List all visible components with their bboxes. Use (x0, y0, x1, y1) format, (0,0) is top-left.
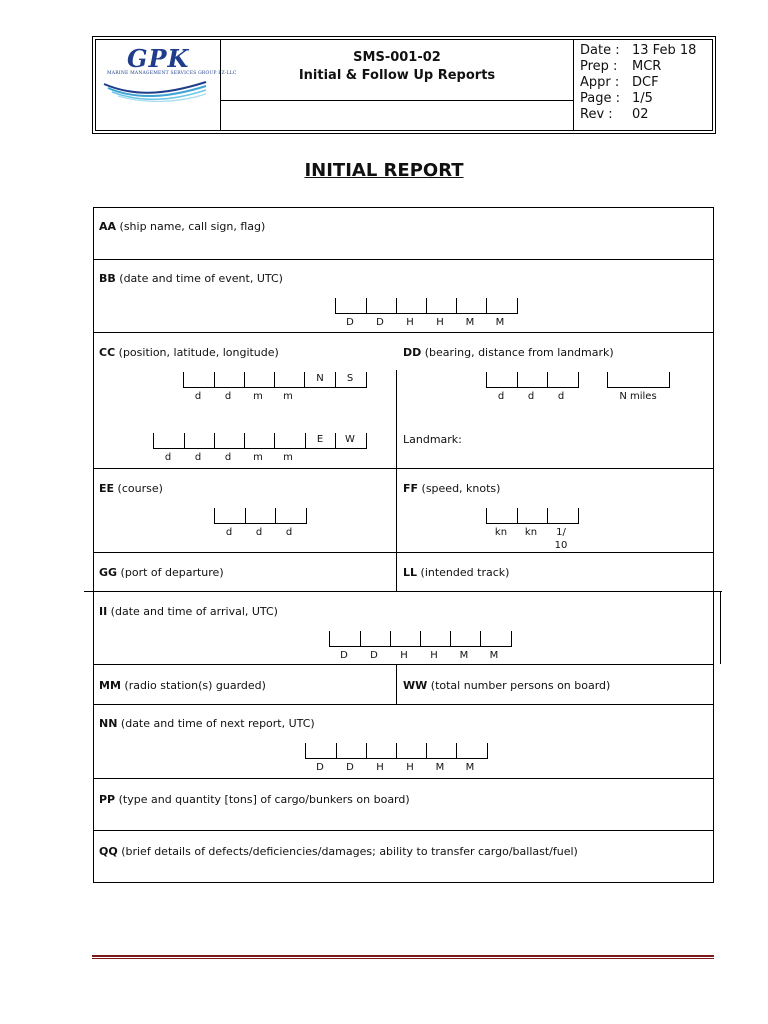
ee-cap: d (255, 527, 263, 538)
meta-date: Date : 13 Feb 18 (580, 43, 697, 58)
field-bb-label: BB (date and time of event, UTC) (99, 272, 283, 285)
row-divider (93, 830, 714, 831)
ee-cap: d (225, 527, 233, 538)
cc-lat-cap: d (224, 391, 232, 402)
ii-cap: M (459, 650, 469, 661)
cc-lat-cap: m (253, 391, 263, 402)
field-gg-label: GG (port of departure) (99, 566, 224, 579)
footer-rule (92, 955, 714, 957)
field-ww-label: WW (total number persons on board) (403, 679, 611, 692)
ee-cap: d (285, 527, 293, 538)
nn-cap: H (376, 762, 384, 773)
form-border (93, 207, 714, 208)
bb-cap: D (376, 317, 384, 328)
nn-cap: D (346, 762, 354, 773)
meta-appr: Appr : DCF (580, 75, 659, 90)
form-border (93, 207, 94, 592)
cc-lat-cap: m (283, 391, 293, 402)
cc-lon-cap: d (224, 452, 232, 463)
row-divider (93, 468, 714, 469)
dd-distance-box[interactable] (607, 372, 670, 388)
ff-cap: kn (494, 527, 508, 538)
ii-cap: D (370, 650, 378, 661)
field-ee-label: EE (course) (99, 482, 163, 495)
bb-datetime-boxes[interactable] (335, 298, 518, 314)
row-divider (93, 332, 714, 333)
col-divider (396, 552, 397, 591)
meta-prep: Prep : MCR (580, 59, 662, 74)
company-logo-tagline: MARINE MANAGEMENT SERVICES GROUP FZ-LLC (107, 71, 237, 76)
cc-longitude-boxes[interactable] (153, 433, 367, 449)
dd-nmiles-cap: N miles (619, 391, 657, 402)
lon-w-label: W (345, 434, 355, 445)
col-divider (396, 370, 397, 469)
bb-cap: D (346, 317, 354, 328)
form-border (713, 591, 714, 883)
cc-lon-cap: m (253, 452, 263, 463)
form-border (93, 591, 94, 883)
form-border (713, 207, 714, 592)
cc-latitude-boxes[interactable] (183, 372, 367, 388)
cc-lat-cap: d (194, 391, 202, 402)
bb-cap: H (406, 317, 414, 328)
ee-course-boxes[interactable] (214, 508, 307, 524)
ff-speed-boxes[interactable] (486, 508, 579, 524)
field-pp-label: PP (type and quantity [tons] of cargo/bunkers on board) (99, 793, 410, 806)
lon-e-label: E (316, 434, 324, 445)
ii-cap: H (400, 650, 408, 661)
document-code: SMS-001-02 (353, 50, 441, 65)
nn-datetime-boxes[interactable] (305, 743, 488, 759)
row-divider (84, 591, 722, 592)
cc-lon-cap: d (164, 452, 172, 463)
ff-cap: 10 (554, 540, 568, 551)
meta-rev: Rev : 02 (580, 107, 649, 122)
landmark-label: Landmark: (403, 433, 462, 446)
document-title: Initial & Follow Up Reports (298, 68, 496, 83)
field-mm-label: MM (radio station(s) guarded) (99, 679, 266, 692)
bb-cap: M (495, 317, 505, 328)
field-cc-label: CC (position, latitude, longitude) (99, 346, 279, 359)
meta-page: Page : 1/5 (580, 91, 653, 106)
row-divider (93, 259, 714, 260)
row-divider (93, 552, 714, 553)
form-border (93, 882, 714, 883)
dd-cap: d (527, 391, 535, 402)
row-divider (93, 704, 714, 705)
col-divider (396, 664, 397, 704)
field-qq-label: QQ (brief details of defects/deficiencies/damages; ability to transfer cargo/ballast/fuel) (99, 845, 578, 858)
ff-cap: 1/ (556, 527, 566, 538)
field-ff-label: FF (speed, knots) (403, 482, 501, 495)
lat-s-label: S (346, 373, 354, 384)
field-nn-label: NN (date and time of next report, UTC) (99, 717, 315, 730)
report-title: INITIAL REPORT (304, 160, 464, 181)
field-ii-label: II (date and time of arrival, UTC) (99, 605, 278, 618)
dd-bearing-boxes[interactable] (486, 372, 579, 388)
nn-cap: H (406, 762, 414, 773)
lat-n-label: N (316, 373, 324, 384)
company-logo: GPK (127, 44, 190, 73)
bb-cap: M (465, 317, 475, 328)
cc-lon-cap: d (194, 452, 202, 463)
dd-cap: d (497, 391, 505, 402)
footer-rule (92, 958, 714, 959)
header-divider (573, 39, 574, 130)
row-divider (93, 664, 714, 665)
cc-lon-cap: m (283, 452, 293, 463)
row-divider (93, 778, 714, 779)
field-ll-label: LL (intended track) (403, 566, 510, 579)
col-divider (396, 468, 397, 552)
header-divider (220, 100, 573, 101)
nn-cap: M (435, 762, 445, 773)
ii-datetime-boxes[interactable] (329, 631, 512, 647)
field-aa-label: AA (ship name, call sign, flag) (99, 220, 266, 233)
ii-cap: M (489, 650, 499, 661)
nn-cap: D (316, 762, 324, 773)
field-dd-label: DD (bearing, distance from landmark) (403, 346, 614, 359)
logo-waves-icon (102, 74, 210, 104)
nn-cap: M (465, 762, 475, 773)
ii-cap: D (340, 650, 348, 661)
ii-cap: H (430, 650, 438, 661)
bb-cap: H (436, 317, 444, 328)
section-border (720, 591, 721, 664)
ff-cap: kn (524, 527, 538, 538)
dd-cap: d (557, 391, 565, 402)
